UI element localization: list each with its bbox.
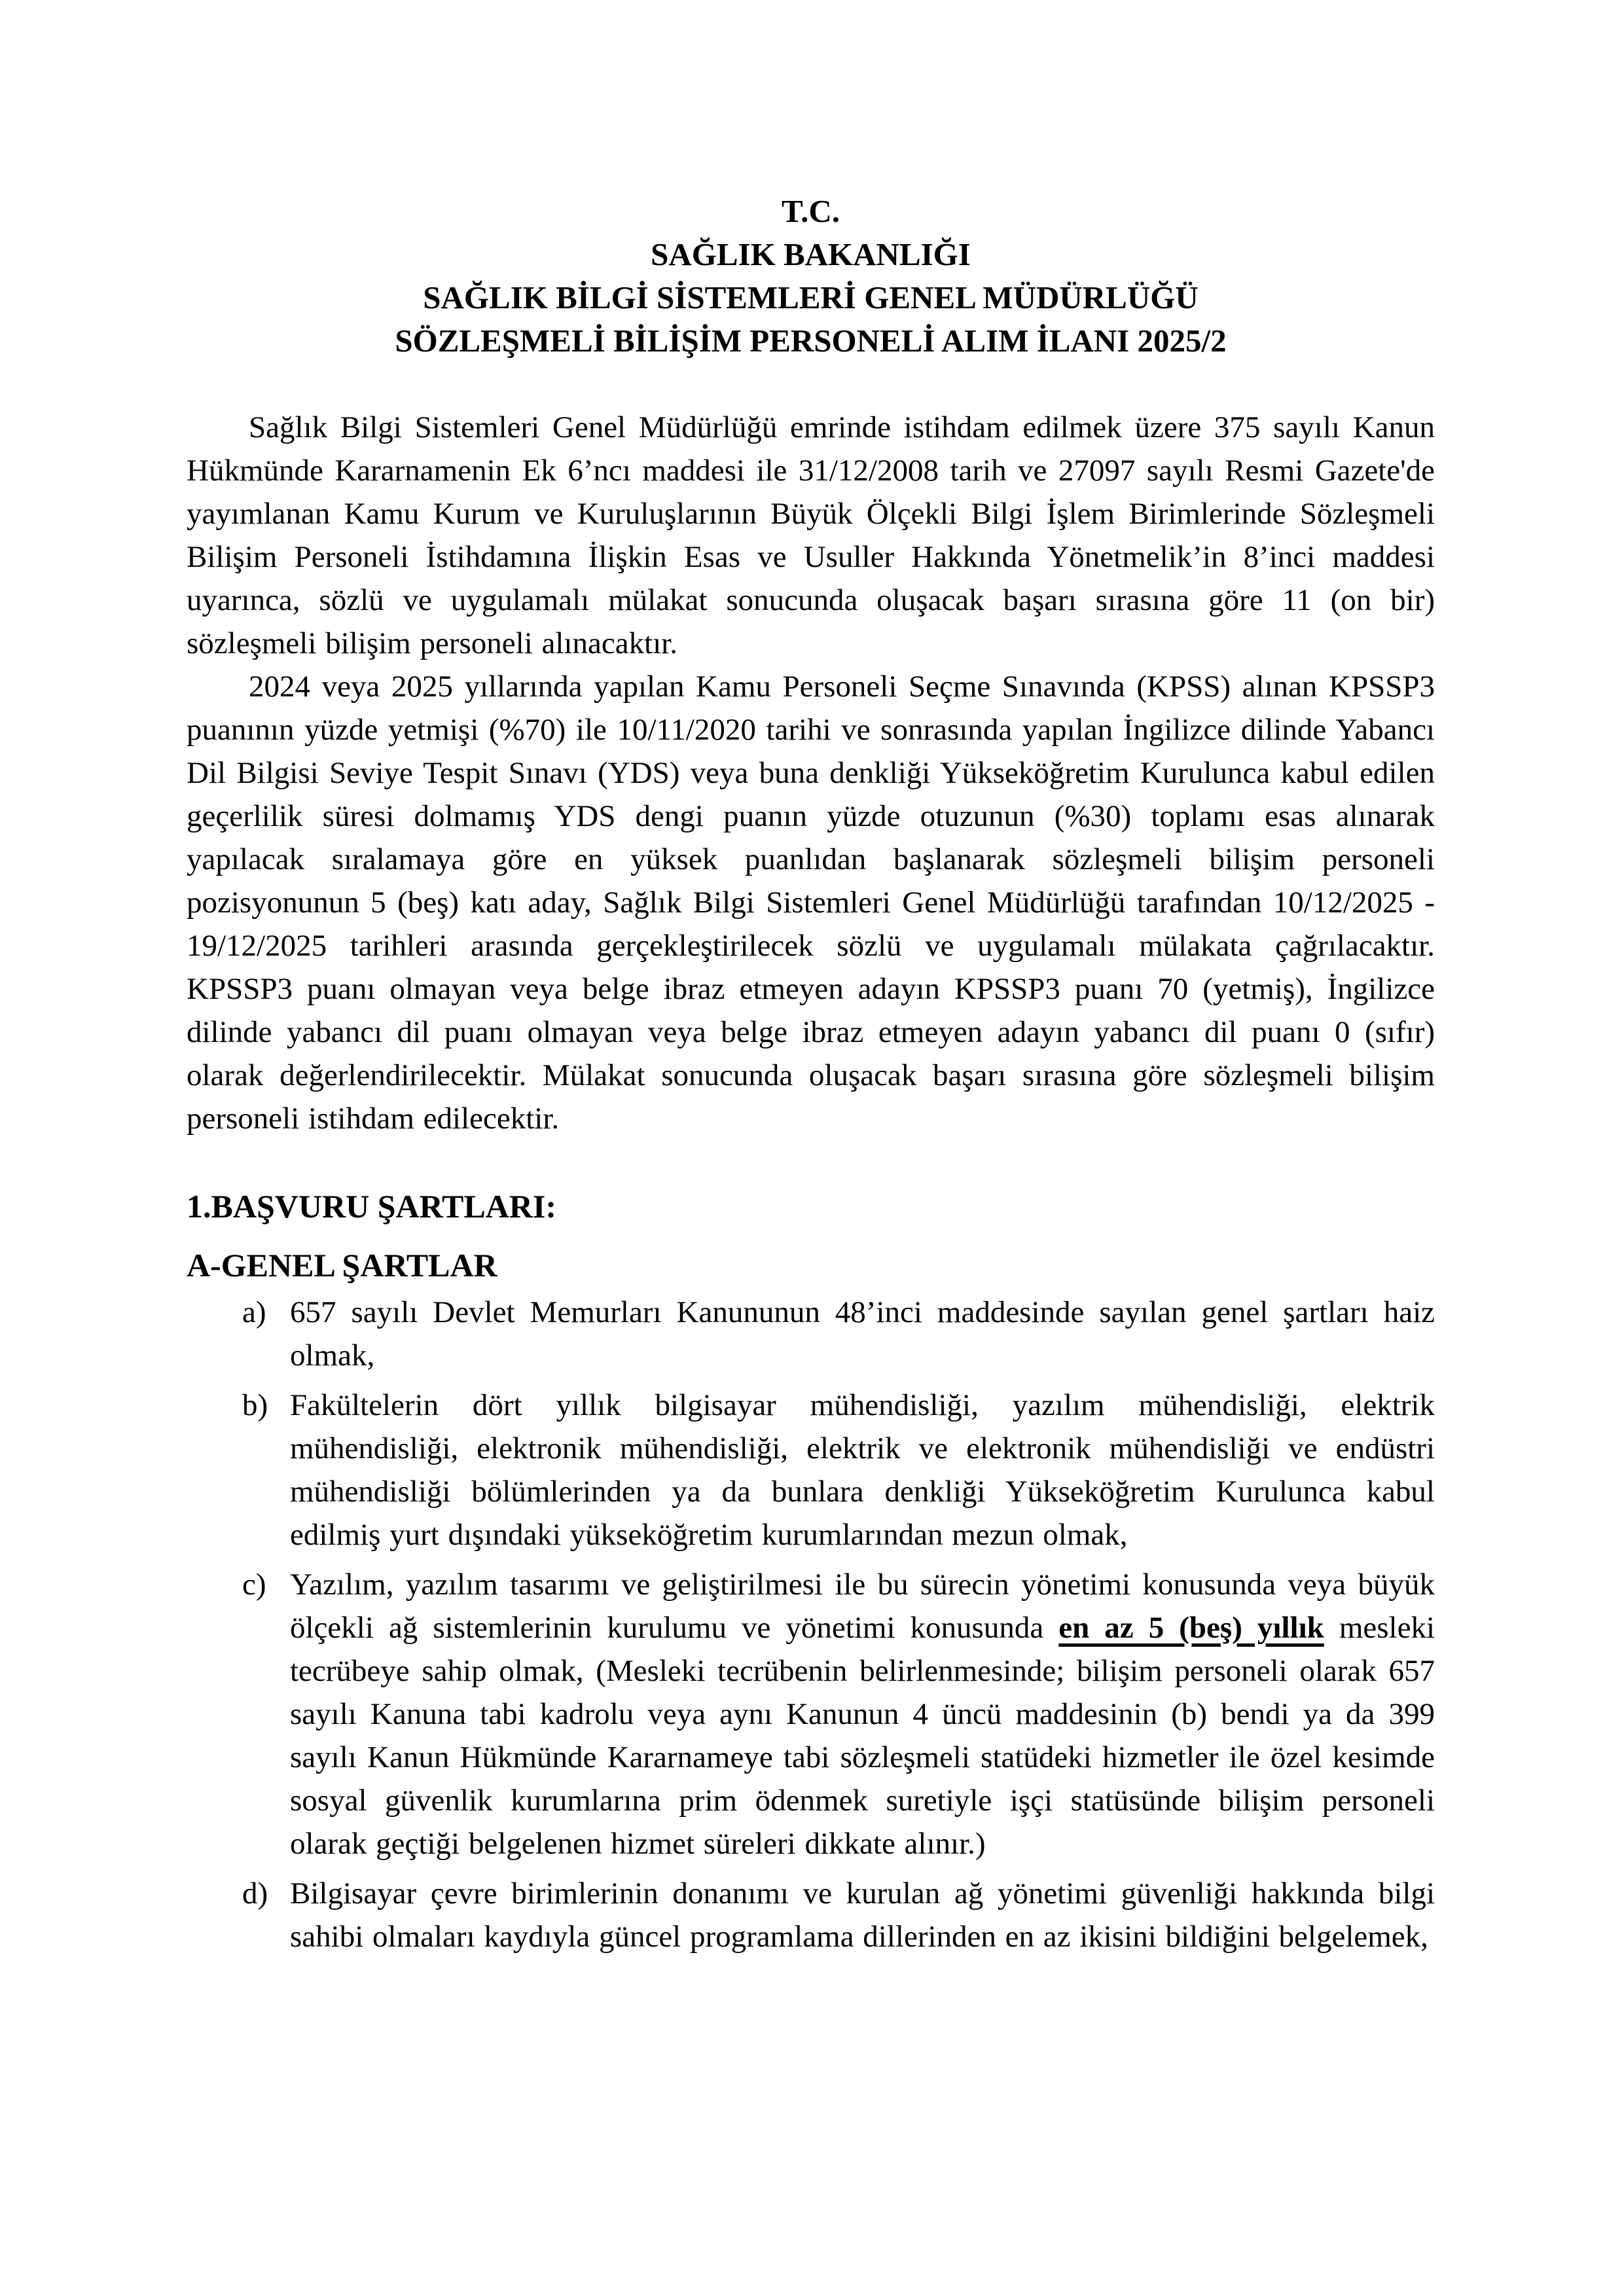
subsection-heading-general-terms: A-GENEL ŞARTLAR bbox=[187, 1247, 497, 1283]
term-text-c-after: mesleki tecrübeye sahip olmak, (Mesleki tecrübenin belirlenmesinde; bilişim personeli olarak 657 sayılı Kanuna tabi kadrolu veya aynı Kanunun 4 üncü maddesinin (b) bendi ya da 399 sayılı Kanun Hükmünde Kararnameye tabi sözleşmeli statüdeki hizmetler ile özel kesimde sosyal güvenlik kurumlarına prim ödenmek suretiyle işçi statüsünde bilişim personeli olarak geçtiği belgelenen hizmet süreleri dikkate alınır.) bbox=[290, 1611, 1435, 1861]
term-marker-d: d) bbox=[242, 1876, 268, 1910]
general-terms-list bbox=[187, 1291, 1435, 1958]
term-text-c-emphasis: en az 5 (beş) yıllık bbox=[1058, 1611, 1324, 1645]
term-text-c-before: Yazılım, yazılım tasarımı ve geliştirilmesi ile bu sürecin yönetimi konusunda veya büyük ölçekli ağ sistemlerinin kurulumu ve yönetimi konusunda bbox=[290, 1568, 1435, 1645]
term-text-c bbox=[290, 1563, 1435, 1865]
term-item-b bbox=[187, 1384, 1435, 1556]
header-line-announcement: SÖZLEŞMELİ BİLİŞİM PERSONELİ ALIM İLANI 2025/2 bbox=[395, 323, 1227, 359]
section-heading-application-terms: 1.BAŞVURU ŞARTLARI: bbox=[187, 1188, 556, 1225]
header-line-ministry: SAĞLIK BAKANLIĞI bbox=[651, 236, 971, 272]
term-marker-a: a) bbox=[242, 1295, 266, 1329]
header-line-directorate: SAĞLIK BİLGİ SİSTEMLERİ GENEL MÜDÜRLÜĞÜ bbox=[423, 279, 1199, 315]
selection-process-paragraph: 2024 veya 2025 yıllarında yapılan Kamu Personeli Seçme Sınavında (KPSS) alınan KPSSP3 puanının yüzde yetmişi (%70) ile 10/11/2020 tarihi ve sonrasında yapılan İngilizce dilinde Yabancı Dil Bilgisi Seviye Tespit Sınavı (YDS) veya buna denkliği Yükseköğretim Kurulunca kabul edilen geçerlilik süresi dolmamış YDS dengi puanın yüzde otuzunun (%30) toplamı esas alınarak yapılacak sıralamaya göre en yüksek puanlıdan başlanarak sözleşmeli bilişim personeli pozisyonunun 5 (beş) katı aday, Sağlık Bilgi Sistemleri Genel Müdürlüğü tarafından 10/12/2025 - 19/12/2025 tarihleri arasında gerçekleştirilecek sözlü ve uygulamalı mülakata çağrılacaktır. KPSSP3 puanı olmayan veya belge ibraz etmeyen adayın KPSSP3 puanı 70 (yetmiş), İngilizce dilinde yabancı dil puanı olmayan veya belge ibraz etmeyen adayın yabancı dil puanı 0 (sıfır) olarak değerlendirilecektir. Mülakat sonucunda oluşacak başarı sırasına göre sözleşmeli bilişim personeli istihdam edilecektir. bbox=[187, 670, 1435, 1136]
term-marker-c: c) bbox=[242, 1568, 266, 1602]
term-text-a: 657 sayılı Devlet Memurları Kanununun 48’inci maddesinde sayılan genel şartları haiz olmak, bbox=[290, 1295, 1435, 1372]
intro-paragraph: Sağlık Bilgi Sistemleri Genel Müdürlüğü emrinde istihdam edilmek üzere 375 sayılı Kanun Hükmünde Kararnamenin Ek 6’ncı maddesi ile 31/12/2008 tarih ve 27097 sayılı Resmi Gazete'de yayımlanan Kamu Kurum ve Kuruluşlarının Büyük Ölçekli Bilgi İşlem Birimlerinde Sözleşmeli Bilişim Personeli İstihdamına İlişkin Esas ve Usuller Hakkında Yönetmelik’in 8’inci maddesi uyarınca, sözlü ve uygulamalı mülakat sonucunda oluşacak başarı sırasına göre 11 (on bir) sözleşmeli bilişim personeli alınacaktır. bbox=[187, 410, 1435, 660]
document-header bbox=[187, 190, 1435, 363]
term-item-d bbox=[187, 1872, 1435, 1958]
term-text-d: Bilgisayar çevre birimlerinin donanımı ve kurulan ağ yönetimi güvenliği hakkında bilgi sahibi olmaları kaydıyla güncel programlama dillerinden en az ikisini bildiğini belgelemek, bbox=[290, 1876, 1435, 1954]
header-line-republic: T.C. bbox=[782, 193, 840, 229]
term-item-a bbox=[187, 1291, 1435, 1377]
term-marker-b: b) bbox=[242, 1388, 268, 1422]
term-text-b: Fakültelerin dört yıllık bilgisayar mühendisliği, yazılım mühendisliği, elektrik mühendisliği, elektronik mühendisliği, elektrik ve elektronik mühendisliği ve endüstri mühendisliği bölümlerinden ya da bunlara denkliği Yükseköğretim Kurulunca kabul edilmiş yurt dışındaki yükseköğretim kurumlarından mezun olmak, bbox=[290, 1388, 1435, 1552]
term-item-c bbox=[187, 1563, 1435, 1865]
